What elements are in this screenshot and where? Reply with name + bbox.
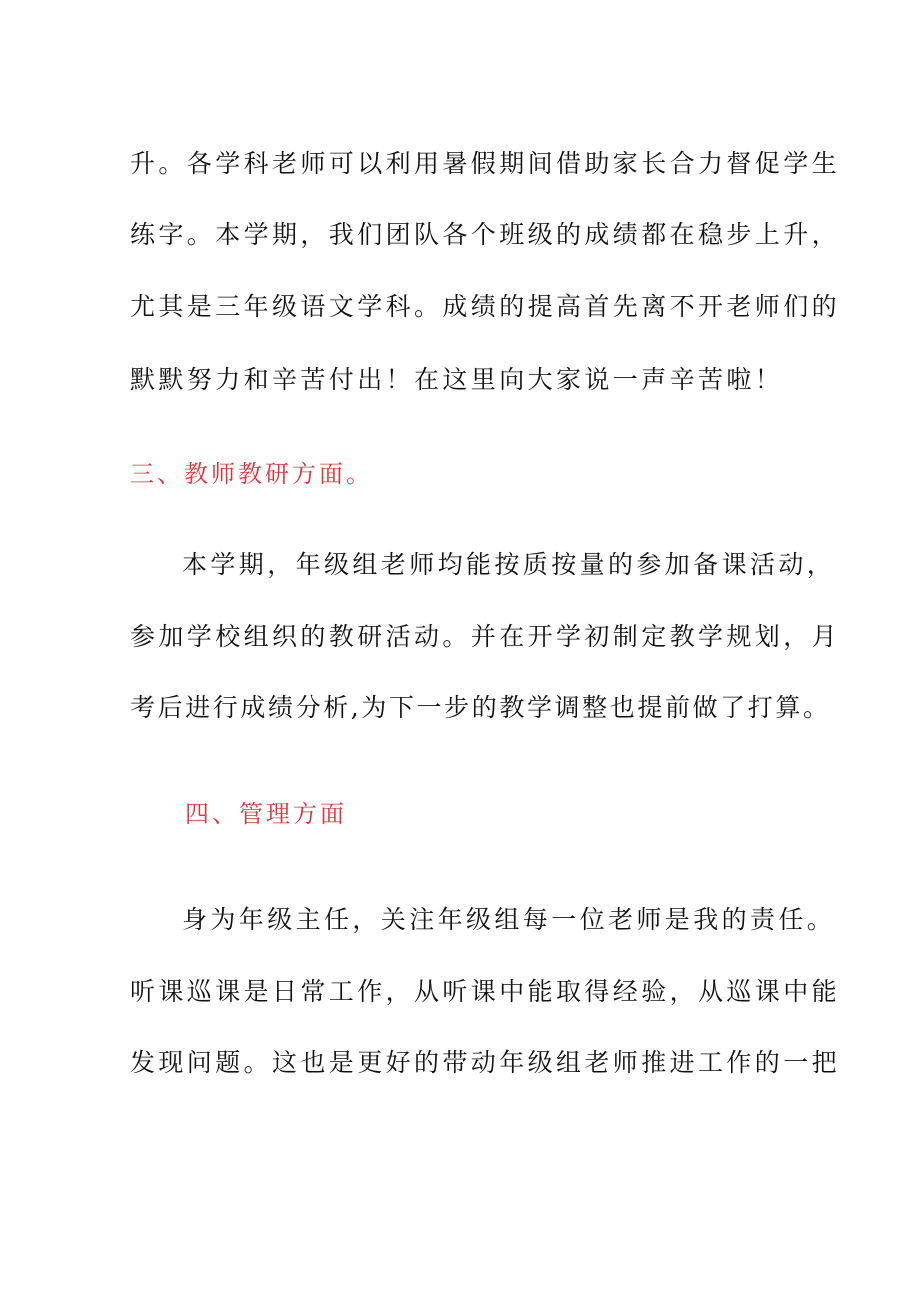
paragraph-1-line-4: 默默努力和辛苦付出！在这里向大家说一声辛苦啦！ (130, 365, 784, 394)
paragraph-3-line-2: 听课巡课是日常工作，从听课中能取得经验，从巡课中能 (130, 977, 841, 1006)
paragraph-2-line-2: 参加学校组织的教研活动。并在开学初制定教学规划，月 (130, 622, 841, 651)
paragraph-2-line-3: 考后进行成绩分析,为下一步的教学调整也提前做了打算。 (130, 693, 831, 722)
paragraph-3-line-1: 身为年级主任，关注年级组每一位老师是我的责任。 (182, 905, 836, 934)
paragraph-3-line-3: 发现问题。这也是更好的带动年级组老师推进工作的一把 (130, 1048, 841, 1077)
section-heading-3: 三、教师教研方面。 (130, 460, 373, 488)
paragraph-1-line-1: 升。各学科老师可以利用暑假期间借助家长合力督促学生 (130, 149, 841, 178)
paragraph-1-line-2: 练字。本学期，我们团队各个班级的成绩都在稳步上升， (130, 220, 841, 249)
paragraph-2-line-1: 本学期，年级组老师均能按质按量的参加备课活动， (182, 550, 836, 579)
section-heading-4: 四、管理方面 (185, 800, 347, 828)
paragraph-1-line-3: 尤其是三年级语文学科。成绩的提高首先离不开老师们的 (130, 292, 841, 321)
